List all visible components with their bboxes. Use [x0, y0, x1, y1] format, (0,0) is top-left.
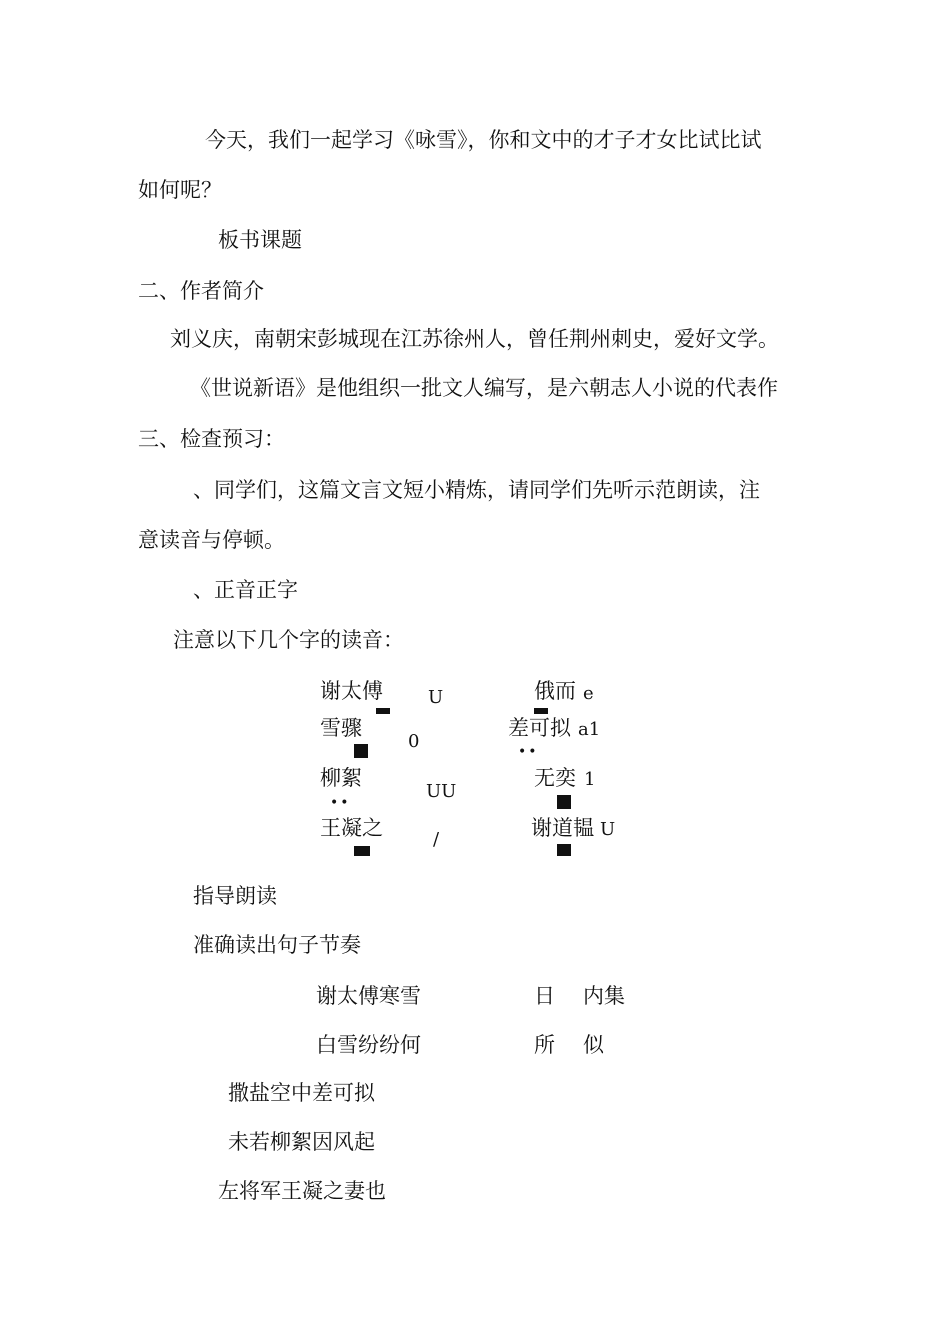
pinyin-note: U [600, 819, 616, 840]
reading-instruction-line-2: 意读音与停顿。 [138, 528, 285, 552]
poem-line-2: 未若柳絮因风起 [228, 1130, 375, 1154]
section-3-heading: 三、检查预习： [138, 427, 285, 451]
emphasis-mark [354, 846, 370, 856]
word-cha-keni: 差可拟 [508, 716, 571, 740]
pronunciation-intro: 注意以下几个字的读音： [173, 628, 404, 652]
pinyin-note: e [583, 683, 594, 704]
word-xuezhou: 雪骤 [320, 716, 362, 740]
board-title-note: 板书课题 [218, 228, 302, 252]
rhythm-line-2-part-a: 白雪纷纷何 [316, 1033, 421, 1057]
pinyin-note: 0 [408, 731, 420, 752]
pinyin-note: UU [426, 781, 457, 802]
emphasis-mark [354, 744, 368, 758]
rhythm-line-2-part-c: 似 [583, 1033, 604, 1057]
pronunciation-heading: 、正音正字 [193, 578, 298, 602]
rhythm-line-1-part-a: 谢太傅寒雪 [316, 984, 421, 1008]
poem-line-3: 左将军王凝之妻也 [218, 1179, 386, 1203]
pinyin-note: U [428, 687, 444, 708]
reading-guide-heading: 指导朗读 [193, 884, 277, 908]
reading-instruction-line-1: 、同学们，这篇文言文短小精炼，请同学们先听示范朗读，注 [193, 478, 760, 502]
pinyin-note: a1 [578, 719, 601, 740]
rhythm-line-1-part-c: 内集 [583, 984, 625, 1008]
word-eer: 俄而 [534, 679, 576, 703]
book-paragraph: 《世说新语》是他组织一批文人编写，是六朝志人小说的代表作 [190, 376, 778, 400]
emphasis-mark [376, 708, 390, 714]
word-wuyi: 无奕 [534, 766, 576, 790]
word-xie-taifu: 谢太傅 [320, 679, 383, 703]
rhythm-heading: 准确读出句子节奏 [193, 933, 361, 957]
word-xie-daoyun: 谢道韫 [531, 816, 594, 840]
author-paragraph: 刘义庆，南朝宋彭城现在江苏徐州人，曾任荆州刺史，爱好文学。 [170, 327, 779, 351]
intro-line-2: 如何呢？ [138, 178, 222, 202]
rhythm-line-2-part-b: 所 [534, 1033, 555, 1057]
emphasis-dots: •• [330, 795, 351, 811]
pinyin-note: 1 [584, 769, 596, 790]
pinyin-note: / [433, 829, 440, 850]
word-liuxu: 柳絮 [320, 766, 362, 790]
emphasis-mark [557, 844, 571, 856]
poem-line-1: 撒盐空中差可拟 [228, 1081, 375, 1105]
rhythm-line-1-part-b: 日 [534, 984, 555, 1008]
emphasis-mark [557, 795, 571, 809]
word-wang-ningzhi: 王凝之 [320, 816, 383, 840]
emphasis-dots: •• [518, 744, 539, 760]
section-2-heading: 二、作者简介 [138, 279, 264, 303]
intro-line-1: 今天，我们一起学习《咏雪》，你和文中的才子才女比试比试 [205, 128, 762, 152]
